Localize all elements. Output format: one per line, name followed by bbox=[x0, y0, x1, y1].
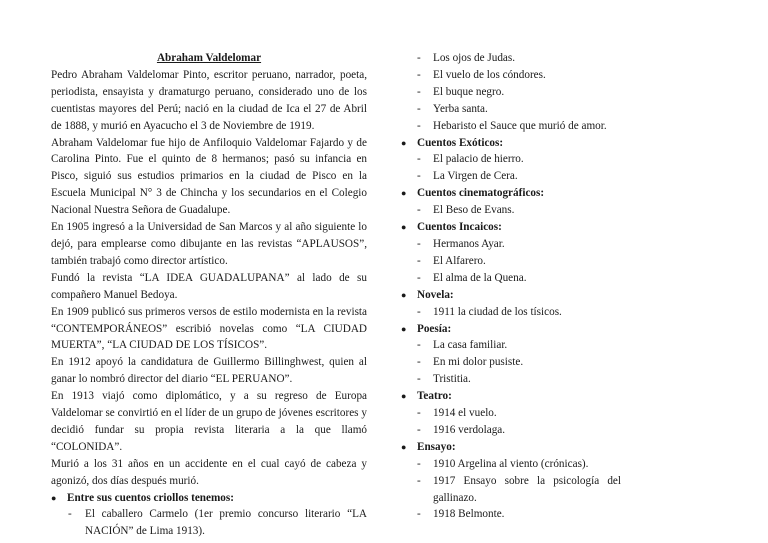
section-heading-novela: ● Novela: bbox=[401, 287, 621, 304]
paragraph-1909: En 1909 publicó sus primeros versos de estilo modernista en la revista “CONTEMPORÁNEOS” escribió novelas como “LA CIUDAD MUERTA”, “LA CIUDAD DE LOS TÍSICOS”. bbox=[51, 305, 367, 352]
list-item: - 1917 Ensayo sobre la psicología del gallinazo. bbox=[401, 473, 621, 507]
right-column bbox=[401, 50, 621, 523]
list-item: - El caballero Carmelo (1er premio concurso literario “LA NACIÓN” de Lima 1913). bbox=[51, 506, 367, 540]
paragraph-death: Murió a los 31 años en un accidente en el cual cayó de cabeza y agonizó, dos días después murió. bbox=[51, 457, 367, 487]
list-item: - La Virgen de Cera. bbox=[401, 168, 621, 185]
list-item: - 1914 el vuelo. bbox=[401, 405, 621, 422]
list-item: - Hermanos Ayar. bbox=[401, 236, 621, 253]
list-item: - Los ojos de Judas. bbox=[401, 50, 621, 67]
paragraph-1912: En 1912 apoyó la candidatura de Guillermo Billinghwest, quien al ganar lo nombró director del diario “EL PERUANO”. bbox=[51, 356, 367, 386]
section-heading-cuentos-exoticos: ● Cuentos Exóticos: bbox=[401, 135, 621, 152]
section-heading-cuentos-incaicos: ● Cuentos Incaicos: bbox=[401, 219, 621, 236]
section-heading-cuentos-cinematograficos: ● Cuentos cinematográficos: bbox=[401, 185, 621, 202]
list-item: - 1918 Belmonte. bbox=[401, 506, 621, 523]
section-heading-ensayo: ● Ensayo: bbox=[401, 439, 621, 456]
list-item: - El Alfarero. bbox=[401, 253, 621, 270]
paragraph-family: Abraham Valdelomar fue hijo de Anfiloquio Valdelomar Fajardo y de Carolina Pinto. Fue el quinto de 8 hermanos; pasó su infancia en Pisco, siguió sus estudios primarios en la ciudad de Pisco en la Escuela Municipal N° 3 de Chincha y los secundarios en el Colegio Nacional Nuestra Señora de Guadalupe. bbox=[51, 136, 367, 217]
paragraph-university: En 1905 ingresó a la Universidad de San Marcos y al año siguiente lo dejó, para emplearse como dibujante en las revistas “APLAUSOS”, también trabajó como director artístico. bbox=[51, 221, 367, 267]
section-heading-teatro: ● Teatro: bbox=[401, 388, 621, 405]
list-item: - 1910 Argelina al viento (crónicas). bbox=[401, 456, 621, 473]
left-column bbox=[51, 50, 367, 540]
list-item: - En mi dolor pusiste. bbox=[401, 354, 621, 371]
paragraph-1913: En 1913 viajó como diplomático, y a su regreso de Europa Valdelomar se convirtió en el líder de un grupo de jóvenes escritores y decidió fundar su propia revista literaria a la que llamó “COLONIDA”. bbox=[51, 390, 367, 453]
document-title: Abraham Valdelomar bbox=[156, 52, 262, 64]
list-item: - Yerba santa. bbox=[401, 101, 621, 118]
list-item: - El Beso de Evans. bbox=[401, 202, 621, 219]
list-item: - Tristitia. bbox=[401, 371, 621, 388]
list-item: - Hebaristo el Sauce que murió de amor. bbox=[401, 118, 621, 135]
section-heading-poesia: ● Poesía: bbox=[401, 321, 621, 338]
list-item: - 1911 la ciudad de los tísicos. bbox=[401, 304, 621, 321]
list-item: - 1916 verdolaga. bbox=[401, 422, 621, 439]
section-heading-cuentos-criollos: ● Entre sus cuentos criollos tenemos: bbox=[51, 490, 367, 507]
intro-list bbox=[401, 50, 621, 135]
list-item: - La casa familiar. bbox=[401, 337, 621, 354]
paragraph-magazine: Fundó la revista “LA IDEA GUADALUPANA” al lado de su compañero Manuel Bedoya. bbox=[51, 271, 367, 301]
list-item: - El alma de la Quena. bbox=[401, 270, 621, 287]
list-item: - El palacio de hierro. bbox=[401, 151, 621, 168]
paragraph-birth: Pedro Abraham Valdelomar Pinto, escritor peruano, narrador, poeta, periodista, ensayista y dramaturgo peruano, considerado uno de los cuentistas mayores del Perú; nació en la ciudad de Ica el 27 de Abril de 1888, y murió en Ayacucho el 3 de Noviembre de 1919. bbox=[51, 68, 367, 132]
list-item: - El buque negro. bbox=[401, 84, 621, 101]
list-item: - El vuelo de los cóndores. bbox=[401, 67, 621, 84]
